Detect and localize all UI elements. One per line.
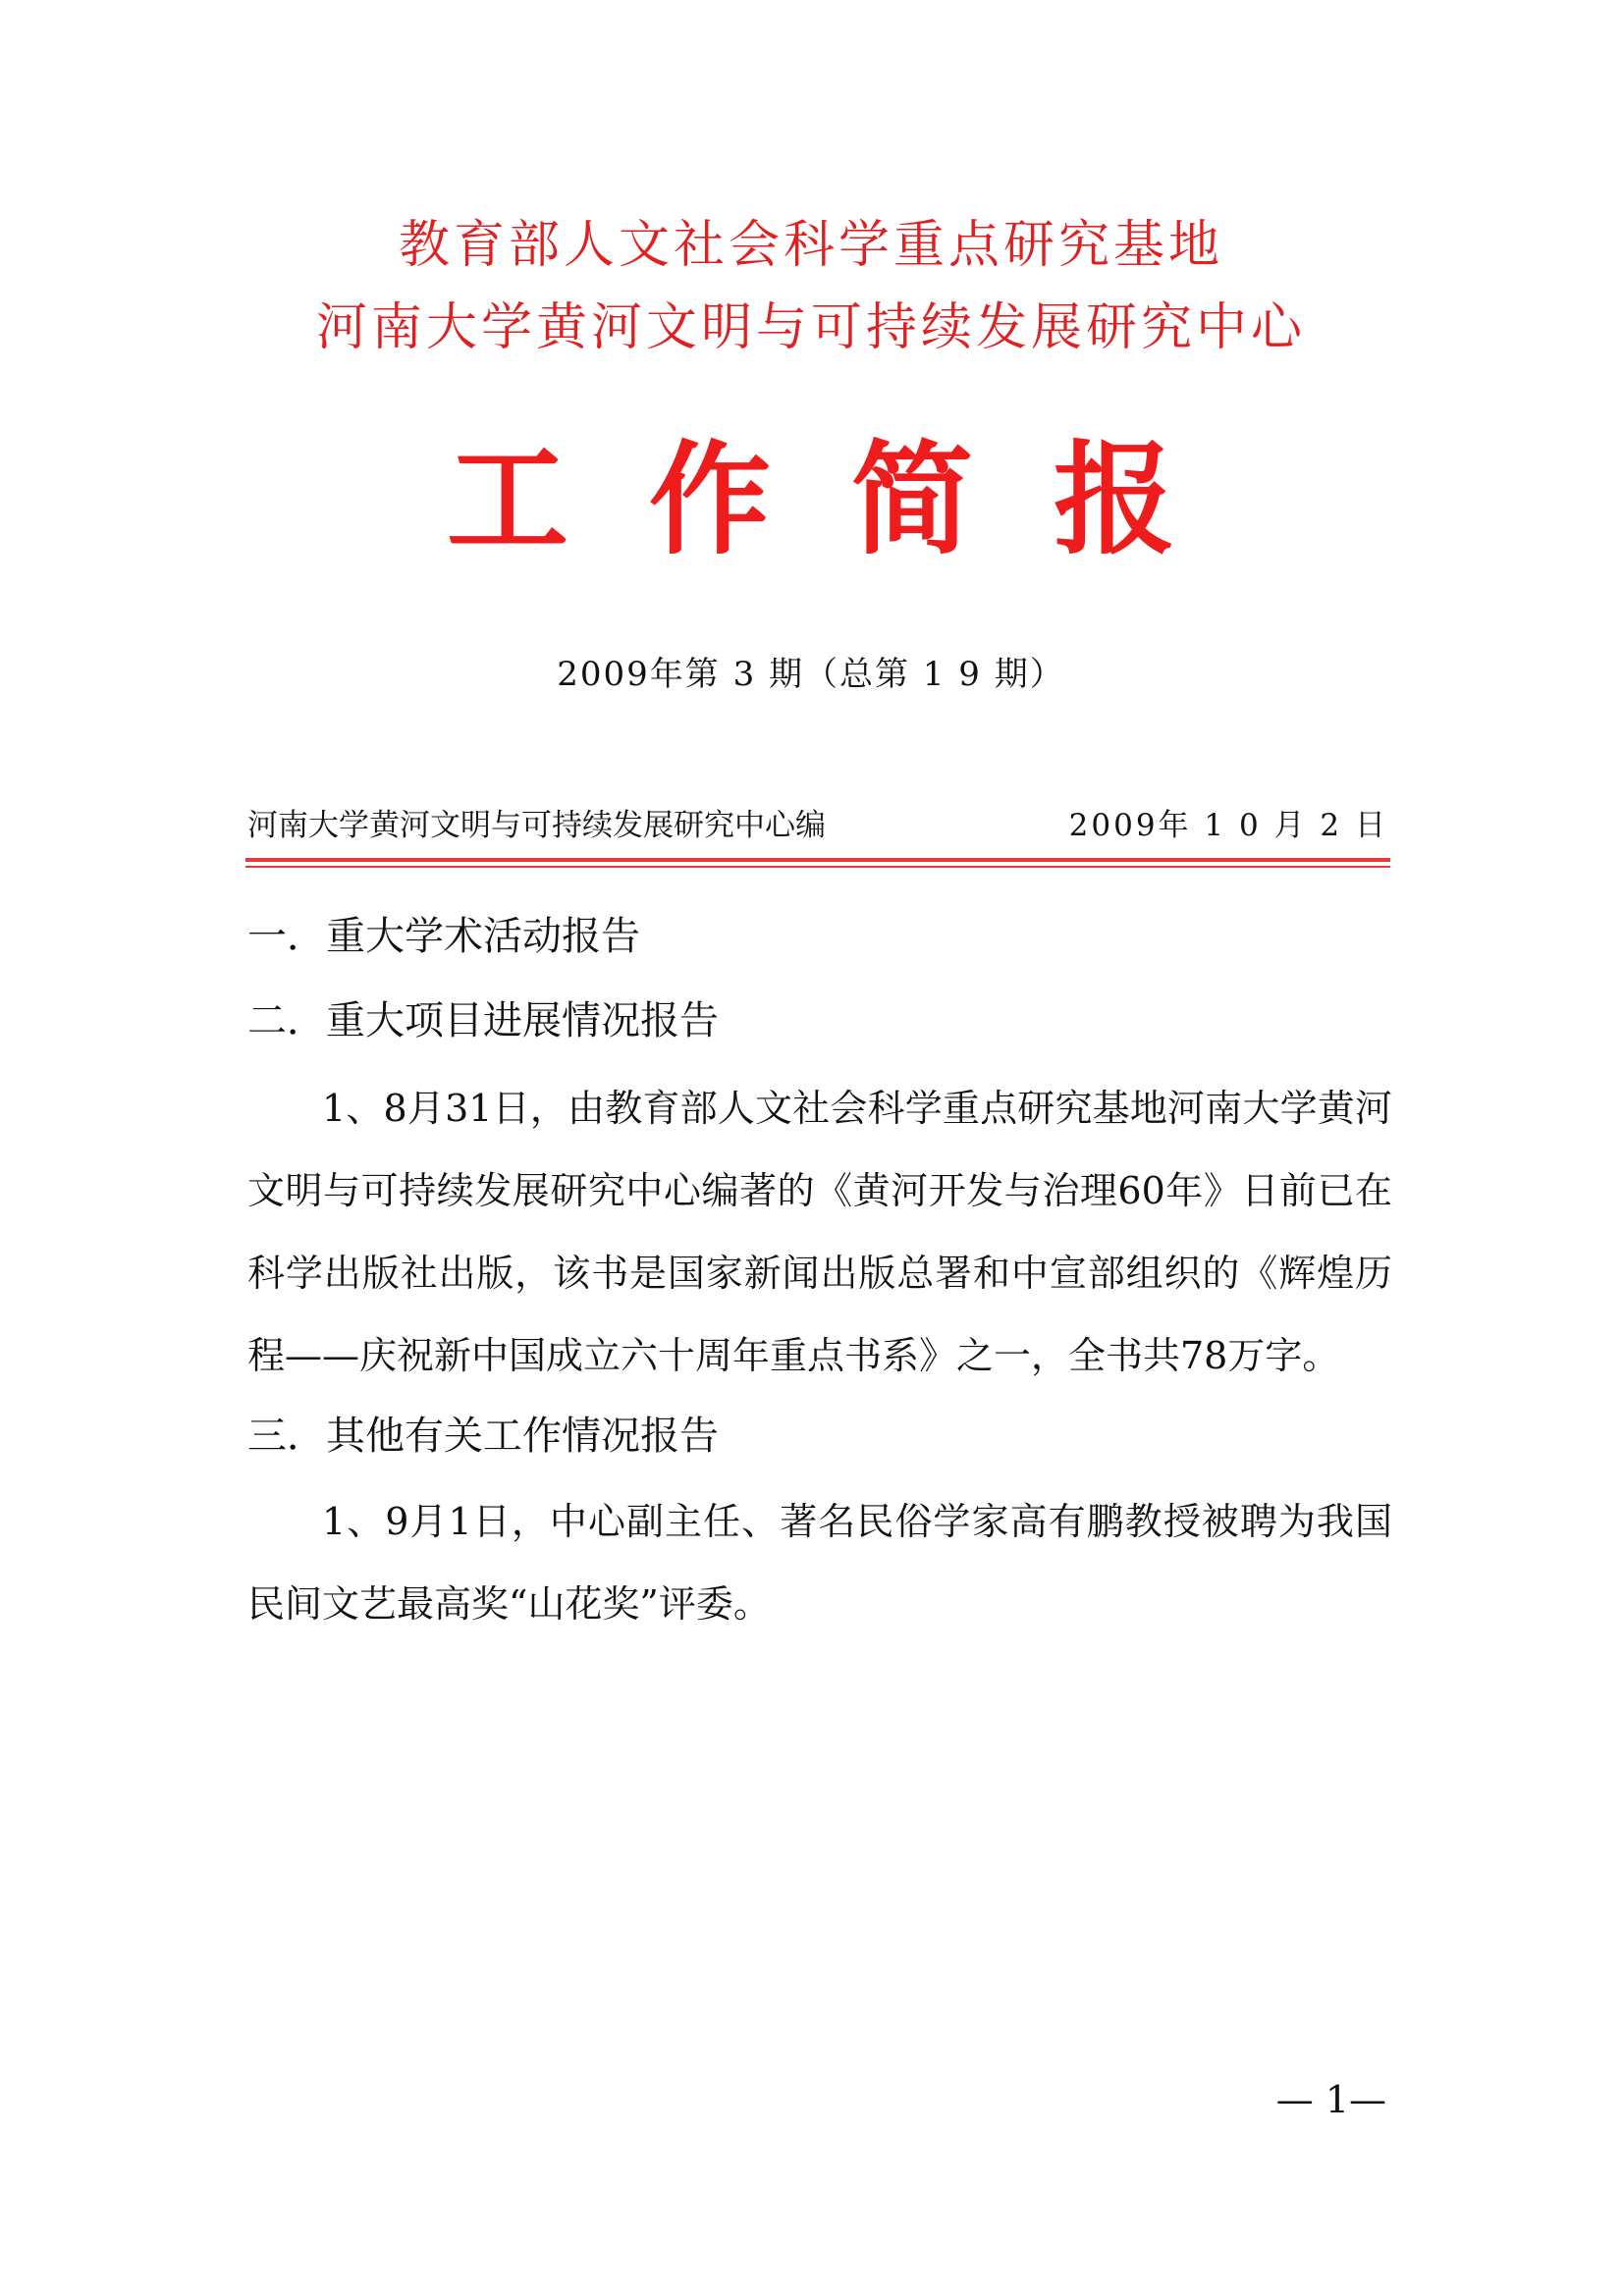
page-number: — 1— <box>1275 2078 1386 2121</box>
paragraph-other-work-1: 1、9月1日，中心副主任、著名民俗学家高有鹏教授被聘为我国民间文艺最高奖“山花奖”评委。 <box>247 1500 1392 1626</box>
section-heading-academic-activities: 一．重大学术活动报告 <box>247 914 640 959</box>
header-divider-thin <box>245 866 1390 868</box>
header-divider-thick <box>245 858 1390 862</box>
paragraph-project-progress-1: 1、8月31日，由教育部人文社会科学重点研究基地河南大学黄河文明与可持续发展研究中心编著的《黄河开发与治理60年》日前已在科学出版社出版，该书是国家新闻出版总署和中宣部组织的《辉煌历程——庆祝新中国成立六十周年重点书系》之一，全书共78万字。 <box>247 1087 1392 1377</box>
bulletin-title: 工作简报 <box>446 430 1256 571</box>
issue-number: 2009年第 3 期（总第 1 9 期） <box>557 655 1065 694</box>
editor-line: 河南大学黄河文明与可持续发展研究中心编 <box>247 808 826 843</box>
institution-name-line2: 河南大学黄河文明与可持续发展研究中心 <box>315 298 1306 357</box>
publication-date: 2009年 1 0 月 2 日 <box>1068 808 1388 843</box>
institution-name-line1: 教育部人文社会科学重点研究基地 <box>398 216 1223 275</box>
section-heading-other-work: 三．其他有关工作情况报告 <box>247 1414 719 1459</box>
section-heading-project-progress: 二．重大项目进展情况报告 <box>247 998 719 1043</box>
